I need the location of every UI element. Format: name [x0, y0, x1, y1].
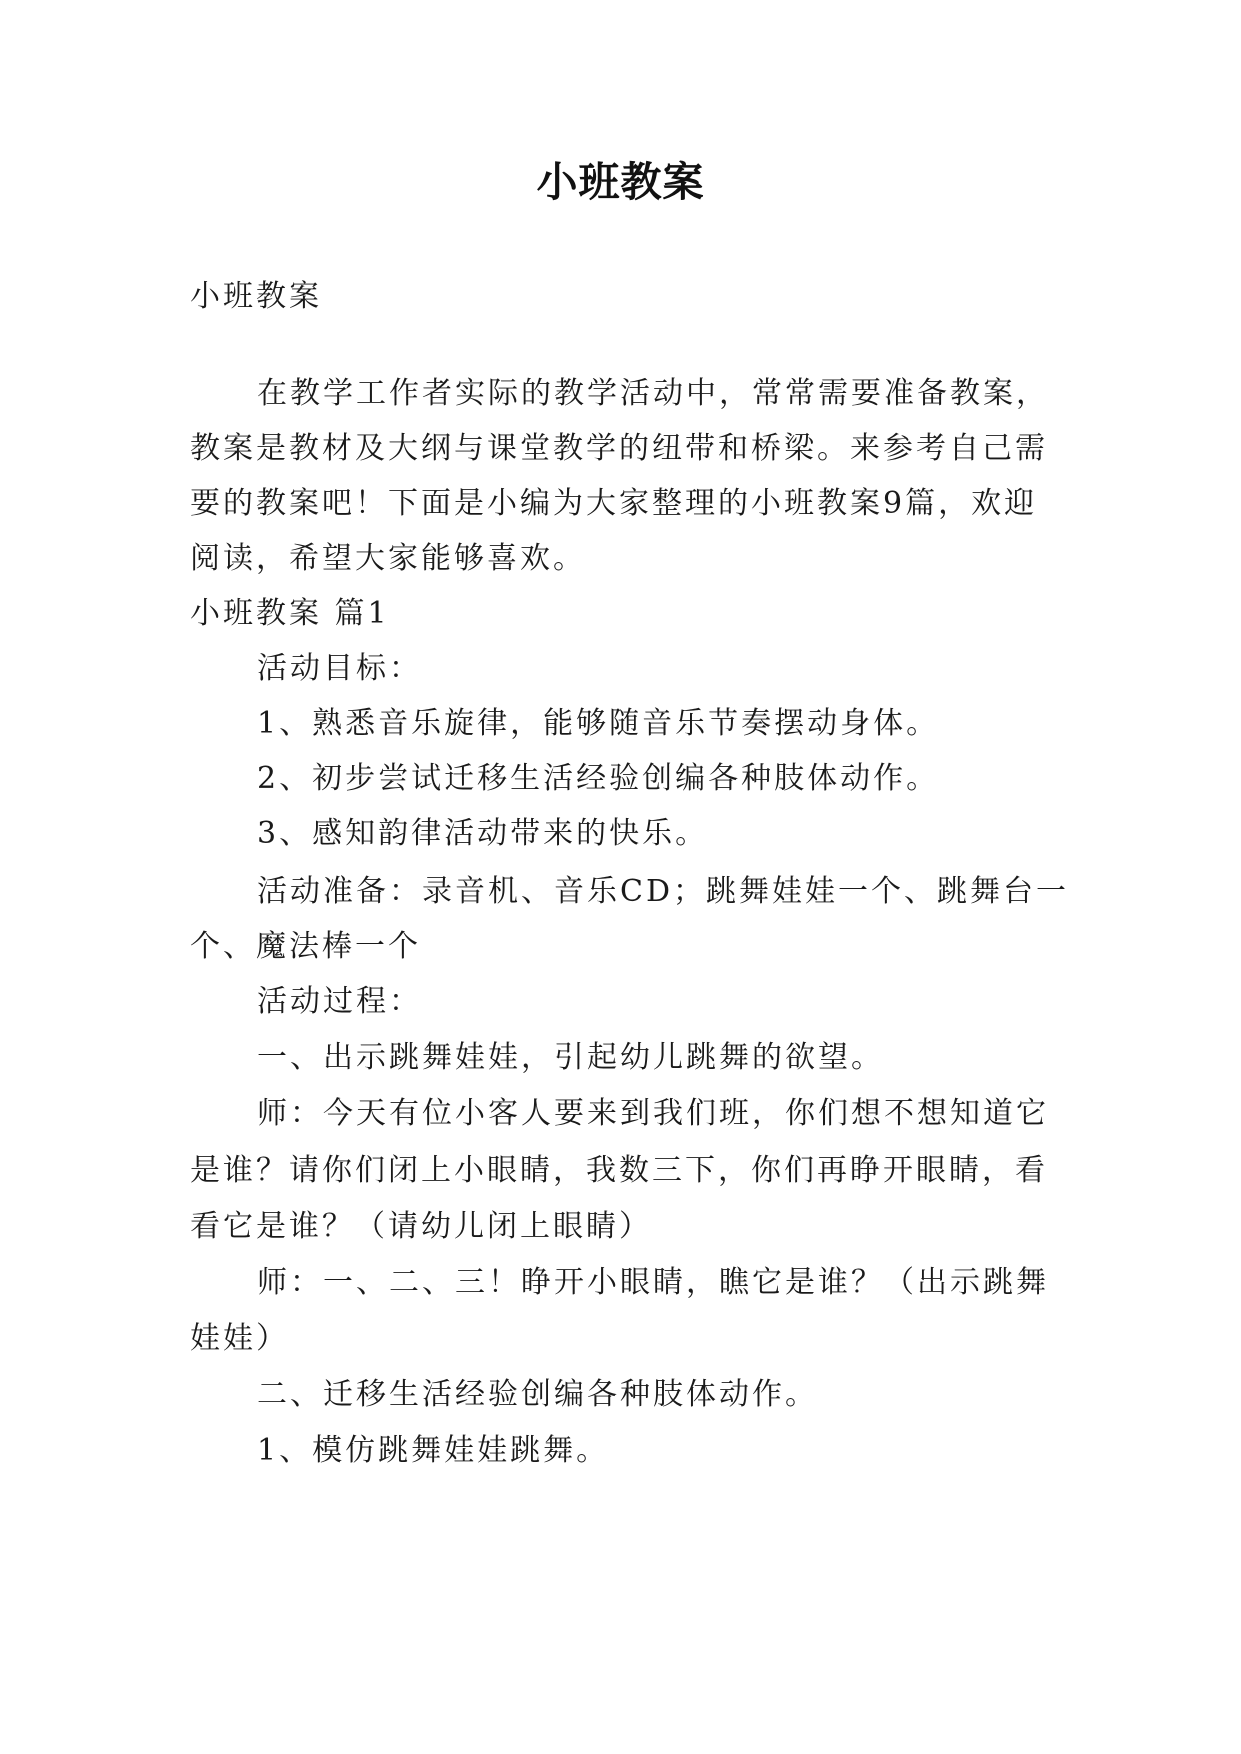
body-line-1: 活动目标：	[257, 651, 422, 686]
body-line-6: 个、魔法棒一个	[190, 929, 421, 964]
body-line-12: 师：一、二、三！睁开小眼睛，瞧它是谁？（出示跳舞	[257, 1265, 1049, 1300]
body-line-3: 2、初步尝试迁移生活经验创编各种肢体动作。	[257, 761, 940, 796]
body-line-11: 看它是谁？（请幼儿闭上眼睛）	[190, 1209, 652, 1244]
intro-line-4: 阅读，希望大家能够喜欢。	[190, 541, 586, 576]
intro-line-3: 要的教案吧！下面是小编为大家整理的小班教案9篇，欢迎	[190, 486, 1038, 521]
body-line-14: 二、迁移生活经验创编各种肢体动作。	[257, 1377, 818, 1412]
document-title: 小班教案	[536, 158, 705, 206]
intro-line-2: 教案是教材及大纲与课堂教学的纽带和桥梁。来参考自己需	[190, 431, 1048, 466]
body-line-7: 活动过程：	[257, 984, 422, 1019]
body-line-8: 一、出示跳舞娃娃，引起幼儿跳舞的欲望。	[257, 1040, 884, 1075]
body-line-2: 1、熟悉音乐旋律，能够随音乐节奏摆动身体。	[257, 706, 940, 741]
document-subtitle: 小班教案	[190, 279, 322, 314]
body-line-15: 1、模仿跳舞娃娃跳舞。	[257, 1433, 610, 1468]
body-line-13: 娃娃）	[190, 1321, 289, 1356]
body-line-10: 是谁？请你们闭上小眼睛，我数三下，你们再睁开眼睛，看	[190, 1153, 1048, 1188]
body-line-5: 活动准备：录音机、音乐CD；跳舞娃娃一个、跳舞台一	[257, 874, 1070, 909]
intro-line-1: 在教学工作者实际的教学活动中，常常需要准备教案，	[257, 376, 1049, 411]
body-line-4: 3、感知韵律活动带来的快乐。	[257, 816, 709, 851]
section-heading: 小班教案 篇1	[190, 596, 390, 631]
body-line-9: 师：今天有位小客人要来到我们班，你们想不想知道它	[257, 1096, 1049, 1131]
